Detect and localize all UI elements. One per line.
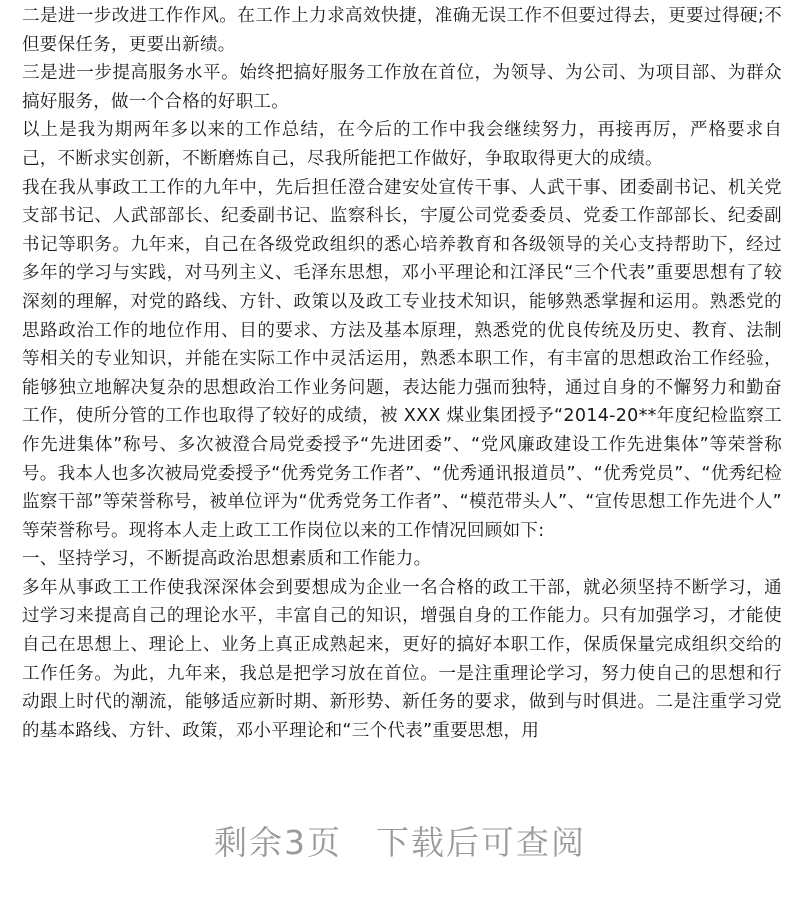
paragraph-work-style: 二是进一步改进工作作风。在工作上力求高效快捷，准确无误工作不但要过得去，更要过得硬;不但要保任务，更要出新绩。	[22, 6, 782, 55]
document-body	[22, 2, 782, 745]
section-heading-study: 一、坚持学习，不断提高政治思想素质和工作能力。	[22, 549, 432, 570]
paragraph-service-level: 三是进一步提高服务水平。始终把搞好服务工作放在首位，为领导、为公司、为项目部、为群众搞好服务，做一个合格的好职工。	[22, 63, 782, 112]
download-to-view-label: 下载后可查阅	[376, 823, 586, 862]
paragraph-study: 多年从事政工工作使我深深体会到要想成为企业一名合格的政工干部，就必须坚持不断学习，通过学习来提高自己的理论水平，丰富自己的知识，增强自身的工作能力。只有加强学习，才能使自己在思想上、理论上、业务上真正成熟起来，更好的搞好本职工作，保质保量完成组织交给的工作任务。为此，九年来，我总是把学习放在首位。一是注重理论学习，努力使自己的思想和行动跟上时代的潮流，能够适应新时期、新形势、新任务的要求，做到与时俱进。二是注重学习党的基本路线、方针、政策，邓小平理论和“三个代表”重要思想，用	[22, 577, 782, 741]
download-prompt[interactable]	[0, 818, 800, 868]
paragraph-summary: 以上是我为期两年多以来的工作总结，在今后的工作中我会继续努力，再接再厉，严格要求自己，不断求实创新，不断磨炼自己，尽我所能把工作做好，争取取得更大的成绩。	[22, 120, 782, 169]
remaining-pages-label: 剩余3页	[214, 823, 342, 862]
paragraph-career-review: 我在我从事政工工作的九年中，先后担任澄合建安处宣传干事、人武干事、团委副书记、机关党支部书记、人武部部长、纪委副书记、监察科长，宇厦公司党委委员、党委工作部部长、纪委副书记等职务。九年来，自己在各级党政组织的悉心培养教育和各级领导的关心支持帮助下，经过多年的学习与实践，对马列主义、毛泽东思想，邓小平理论和江泽民“三个代表”重要思想有了较深刻的理解，对党的路线、方针、政策以及政工专业技术知识，能够熟悉掌握和运用。熟悉党的思路政治工作的地位作用、目的要求、方法及基本原理，熟悉党的优良传统及历史、教育、法制等相关的专业知识，并能在实际工作中灵活运用，熟悉本职工作，有丰富的思想政治工作经验，能够独立地解决复杂的思想政治工作业务问题，表达能力强而独特，通过自身的不懈努力和勤奋工作，使所分管的工作也取得了较好的成绩，被 XXX 煤业集团授予“2014-20**年度纪检监察工作先进集体”称号、多次被澄合局党委授予“先进团委”、“党风廉政建设工作先进集体”等荣誉称号。我本人也多次被局党委授予“优秀党务工作者”、“优秀通讯报道员”、“优秀党员”、“优秀纪检监察干部”等荣誉称号，被单位评为“优秀党务工作者”、“模范带头人”、“宣传思想工作先进个人” 等荣誉称号。现将本人走上政工工作岗位以来的工作情况回顾如下:	[22, 177, 782, 541]
